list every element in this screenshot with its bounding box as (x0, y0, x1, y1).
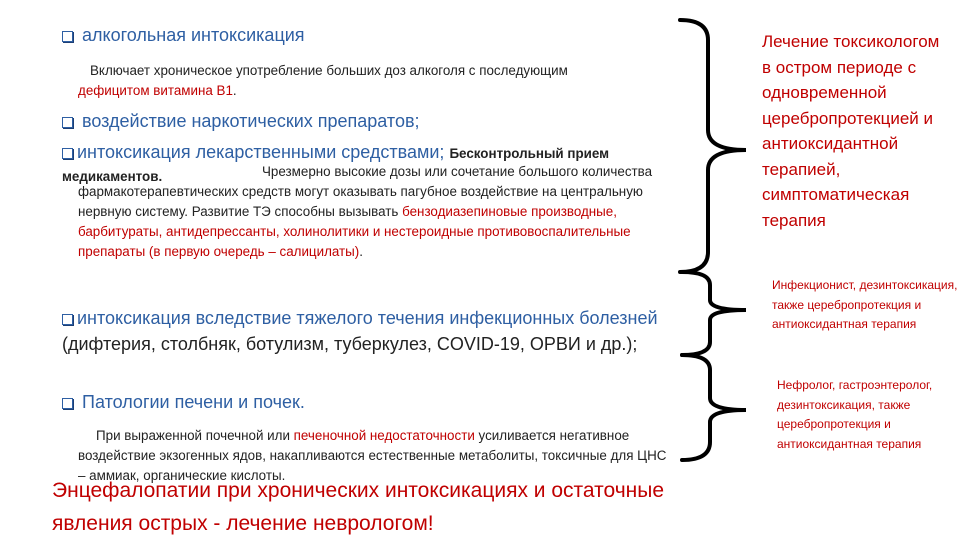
right-text-nephrologist: Нефролог, гастроэнтеролог, дезинтоксикация, также церебропротекция и антиоксидантная терапия (777, 378, 933, 451)
checkbox-bullet-icon (62, 148, 73, 159)
curly-brace-icon (682, 355, 746, 460)
drugs-description-text: Чрезмерно высокие дозы или сочетание большого количества фармакотерапевтических средств могут оказывать пагубное воздействие на центральную нервную систему. Развитие ТЭ способны вызывать бензодиазепиновые производные, барбитураты, антидепрессанты, холинолитики и нестероидные противовоспалительные препараты (в первую очередь – салицилаты). (78, 164, 653, 259)
curly-brace-icon (680, 20, 746, 272)
bullet-drugs: интоксикация лекарственными средствами; Бесконтрольный прием медикаментов. (62, 142, 610, 184)
bullet-narcotics: воздействие наркотических препаратов; (62, 110, 662, 132)
bullet-liver-kidney: Патологии печени и почек. (62, 391, 662, 413)
liver-kidney-description: При выраженной почечной или печеночной недостаточности усиливается негативное воздействие экзогенных ядов, накапливаются естественные метаболиты, токсичные для ЦНС – аммиак, органические кислоты. (78, 428, 667, 483)
footer-conclusion: Энцефалопатии при хронических интоксикациях и остаточные явления острых - лечение неврологом! (52, 479, 665, 535)
alcohol-description: Включает хроническое употребление больших доз алкоголя с последующим дефицитом витамина В1. (78, 63, 568, 98)
brace-icon-group (670, 10, 760, 480)
bullet-alcohol: алкогольная интоксикация (62, 24, 662, 46)
bullet-infections: интоксикация вследствие тяжелого течения инфекционных болезней (дифтерия, столбняк, ботулизм, туберкулез, COVID-19, ОРВИ и др.); (62, 308, 658, 354)
checkbox-bullet-icon (62, 117, 73, 128)
right-text-toxicologist: Лечение токсикологом в остром периоде с одновременной церебропротекцией и антиоксидантной терапией, симптоматическая терапия (762, 32, 940, 230)
right-text-infectionist: Инфекционист, дезинтоксикация, также церебропротекция и антиоксидантная терапия (772, 278, 958, 331)
curly-brace-icon (682, 272, 746, 355)
checkbox-bullet-icon (62, 31, 73, 42)
checkbox-bullet-icon (62, 314, 73, 325)
checkbox-bullet-icon (62, 398, 73, 409)
